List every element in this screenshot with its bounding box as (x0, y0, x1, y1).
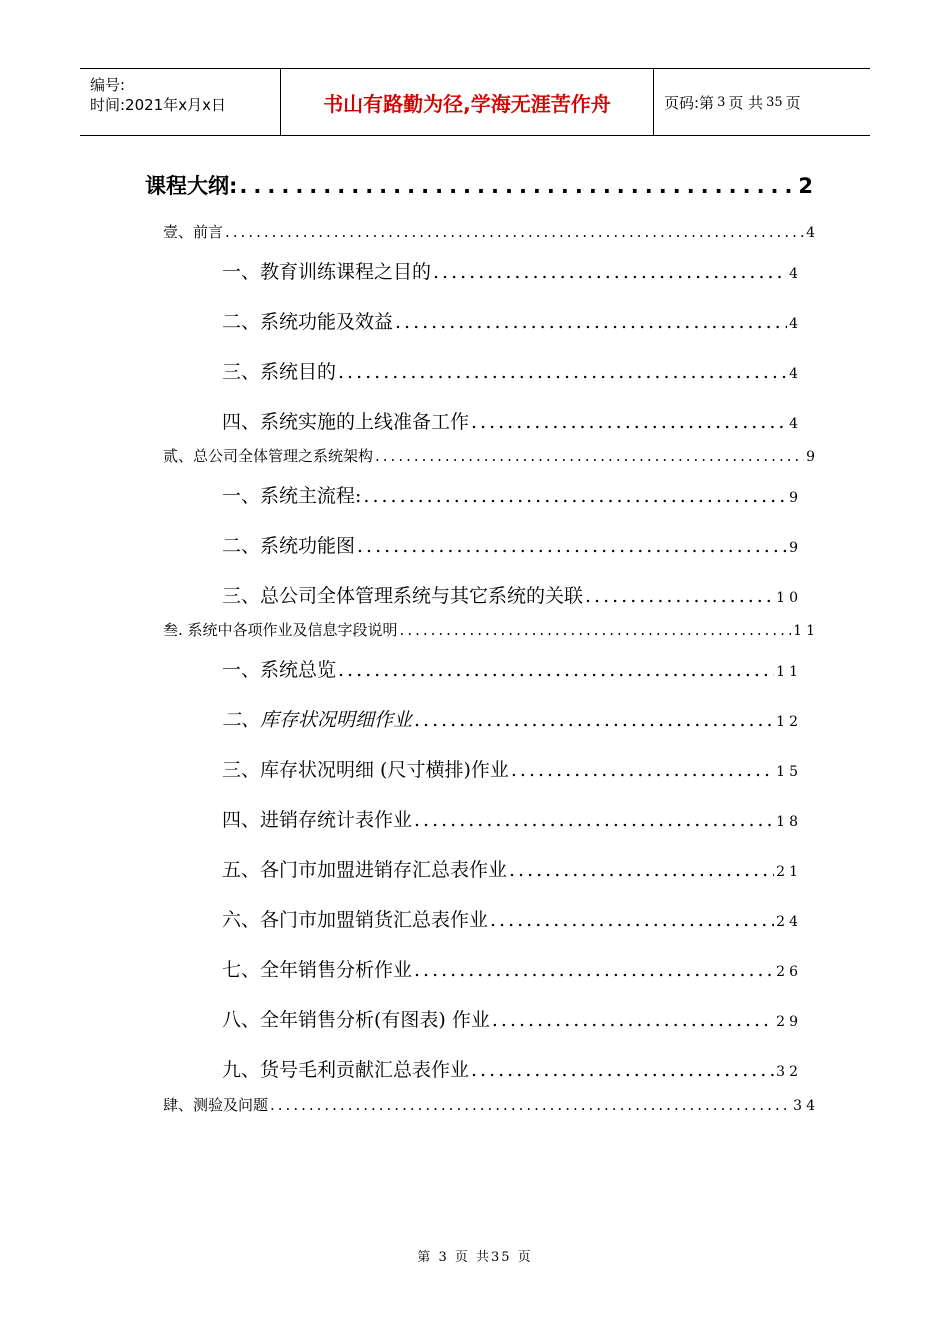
toc-item-page: 4 (789, 266, 802, 282)
toc-item[interactable] (222, 357, 802, 384)
toc-item-page: 4 (806, 225, 819, 241)
toc-item-title: 一、系统总览 (222, 659, 337, 681)
toc-item-page: 9 (806, 449, 819, 465)
toc-leader (395, 311, 787, 333)
footer-page-num: 3 (438, 1250, 449, 1265)
toc-item-title: 七、全年销售分析作业 (222, 959, 413, 981)
header-page-mid: 页 共 (728, 93, 764, 112)
toc-item[interactable] (222, 655, 802, 682)
toc-item[interactable] (222, 481, 802, 508)
toc-item-title: 四、进销存统计表作业 (222, 809, 413, 831)
header-page-total: 35 (766, 94, 783, 110)
toc-leader (433, 261, 787, 283)
toc-item[interactable] (222, 955, 802, 982)
toc-item-page: 10 (776, 590, 802, 606)
toc-leader (239, 174, 796, 198)
header-page-suffix: 页 (785, 93, 801, 112)
toc-heading[interactable] (145, 170, 817, 200)
toc-item[interactable] (222, 407, 802, 434)
toc-item[interactable] (222, 531, 802, 558)
toc-item-title: 肆、测验及问题 (163, 1096, 269, 1114)
toc-item[interactable] (222, 1005, 802, 1032)
toc-item[interactable] (222, 1055, 802, 1082)
toc-item-page: 12 (776, 714, 802, 730)
toc-item-page: 24 (776, 914, 802, 930)
toc-leader (400, 621, 792, 639)
doc-time-label: 时间:2021年x月x日 (90, 96, 226, 114)
toc-item[interactable] (163, 445, 819, 466)
toc-item-page: 18 (776, 814, 802, 830)
footer-mid: 页 共 (454, 1250, 491, 1265)
toc-leader (585, 585, 774, 607)
toc-item[interactable] (163, 1094, 819, 1115)
toc-item-title: 二、系统功能及效益 (222, 311, 394, 333)
toc-item[interactable] (222, 905, 802, 932)
toc-item[interactable] (222, 307, 802, 334)
footer-total: 35 (491, 1250, 512, 1265)
toc-leader (509, 859, 774, 881)
toc-item-title: 六、各门市加盟销货汇总表作业 (222, 909, 489, 931)
toc-item-title: 八、全年销售分析(有图表) 作业 (222, 1009, 490, 1031)
toc-leader (414, 959, 774, 981)
toc-item-page: 11 (793, 623, 819, 639)
toc-item[interactable] (222, 805, 802, 832)
toc-item-page: 26 (776, 964, 802, 980)
toc-item[interactable] (222, 581, 802, 608)
toc-item-title: 一、教育训练课程之目的 (222, 261, 432, 283)
page-footer (0, 1246, 950, 1265)
footer-prefix: 第 (417, 1250, 433, 1265)
toc-leader (511, 759, 774, 781)
toc-leader (270, 1096, 791, 1114)
toc-item-title: 五、各门市加盟进销存汇总表作业 (222, 859, 508, 881)
toc-leader (363, 485, 787, 507)
toc-item-title: 壹、前言 (163, 223, 224, 241)
doc-number-label: 编号: (90, 76, 126, 94)
toc-item-page: 11 (776, 664, 802, 680)
toc-item-page: 4 (789, 416, 802, 432)
toc-item-page: 9 (789, 490, 802, 506)
toc-item[interactable] (222, 705, 802, 732)
toc-item-title: 课程大纲: (145, 174, 238, 198)
toc-item-page: 15 (776, 764, 802, 780)
toc-item-title: 贰、总公司全体管理之系统架构 (163, 447, 374, 465)
toc-leader (414, 709, 774, 731)
footer-suffix: 页 (517, 1250, 533, 1265)
toc-item-title: 二、库存状况明细作业 (222, 709, 413, 731)
toc-item-page: 9 (789, 540, 802, 556)
toc-item[interactable] (163, 221, 819, 242)
toc-item-title: 叁. 系统中各项作业及信息字段说明 (163, 621, 398, 639)
toc-item-title: 三、系统目的 (222, 361, 337, 383)
toc-item-page: 2 (798, 174, 817, 198)
toc-item-title: 三、总公司全体管理系统与其它系统的关联 (222, 585, 584, 607)
toc-item[interactable] (222, 755, 802, 782)
toc-item-page: 34 (793, 1098, 819, 1114)
header-motto: 书山有路勤为径,学海无涯苦作舟 (281, 69, 654, 135)
toc-leader (492, 1009, 774, 1031)
header-page-num: 3 (717, 94, 726, 110)
toc-item-title: 三、库存状况明细 (尺寸横排)作业 (222, 759, 509, 781)
toc-item-page: 4 (789, 366, 802, 382)
toc-item-title: 四、系统实施的上线准备工作 (222, 411, 470, 433)
toc-item[interactable] (163, 619, 819, 640)
toc-item-page: 21 (776, 864, 802, 880)
toc-leader (414, 809, 774, 831)
toc-leader (471, 411, 787, 433)
toc-leader (375, 447, 804, 465)
toc-item-title: 九、货号毛利贡献汇总表作业 (222, 1059, 470, 1081)
toc-leader (338, 659, 774, 681)
toc-leader (357, 535, 787, 557)
toc-item-page: 4 (789, 316, 802, 332)
toc-item-title: 二、系统功能图 (222, 535, 356, 557)
toc-leader (225, 223, 804, 241)
header-page-prefix: 页码:第 (664, 93, 715, 112)
toc-item-page: 32 (776, 1064, 802, 1080)
toc-leader (490, 909, 774, 931)
toc-item-page: 29 (776, 1014, 802, 1030)
toc-item[interactable] (222, 257, 802, 284)
toc-item[interactable] (222, 855, 802, 882)
toc-leader (471, 1059, 774, 1081)
toc-leader (338, 361, 787, 383)
toc-item-title: 一、系统主流程: (222, 485, 362, 507)
